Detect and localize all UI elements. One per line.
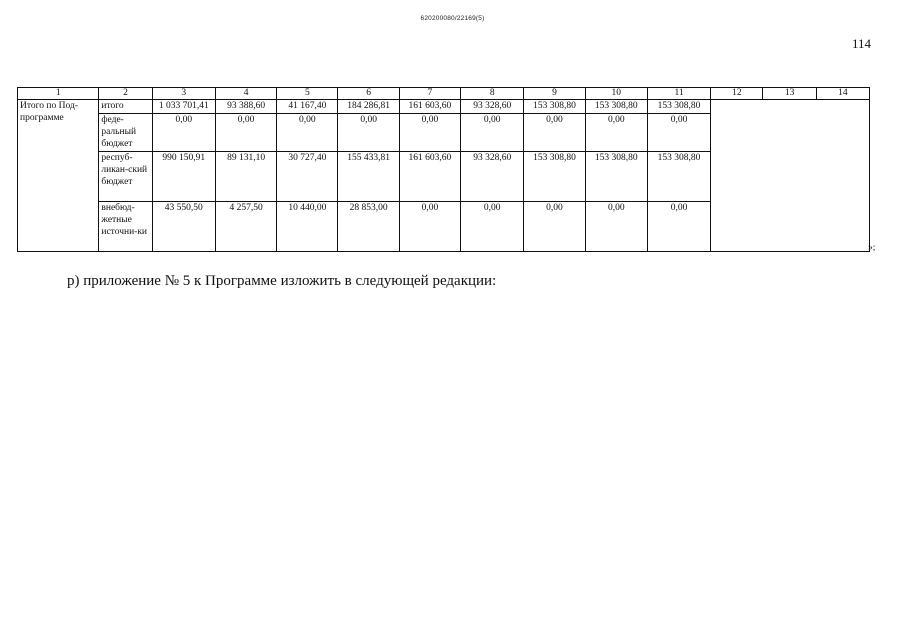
category-cell: респуб-ликан-ский бюджет [99, 152, 152, 202]
column-header: 14 [816, 88, 869, 100]
value-cell: 30 727,40 [277, 152, 338, 202]
page-number: 114 [852, 36, 872, 51]
value-cell: 153 308,80 [585, 152, 647, 202]
value-cell: 0,00 [647, 114, 710, 152]
column-header: 2 [99, 88, 152, 100]
value-cell: 153 308,80 [585, 100, 647, 114]
value-cell: 1 033 701,41 [152, 100, 215, 114]
value-cell: 161 603,60 [399, 100, 460, 114]
closing-quote-mark: »; [868, 243, 876, 253]
value-cell: 153 308,80 [524, 152, 585, 202]
column-header: 9 [524, 88, 585, 100]
column-header: 4 [215, 88, 276, 100]
value-cell: 0,00 [399, 202, 460, 252]
value-cell: 0,00 [152, 114, 215, 152]
instruction-paragraph: р) приложение № 5 к Программе изложить в следующей редакции: [67, 273, 497, 289]
column-header: 13 [763, 88, 816, 100]
column-header: 6 [338, 88, 399, 100]
value-cell: 0,00 [277, 114, 338, 152]
table-row [18, 100, 870, 114]
value-cell: 153 308,80 [647, 152, 710, 202]
category-cell: внебюд-жетные источни-ки [99, 202, 152, 252]
value-cell: 93 328,60 [461, 152, 524, 202]
column-header: 10 [585, 88, 647, 100]
column-header: 3 [152, 88, 215, 100]
value-cell: 28 853,00 [338, 202, 399, 252]
value-cell: 93 388,60 [215, 100, 276, 114]
value-cell: 0,00 [399, 114, 460, 152]
value-cell: 153 308,80 [524, 100, 585, 114]
empty-cells-12-14 [711, 100, 870, 252]
value-cell: 0,00 [338, 114, 399, 152]
value-cell: 0,00 [215, 114, 276, 152]
value-cell: 41 167,40 [277, 100, 338, 114]
value-cell: 161 603,60 [399, 152, 460, 202]
row-label-subprogram-total: Итого по Под-программе [18, 100, 99, 252]
document-id: 620200080/22169(5) [420, 15, 485, 22]
value-cell: 0,00 [585, 114, 647, 152]
value-cell: 89 131,10 [215, 152, 276, 202]
column-header: 11 [647, 88, 710, 100]
value-cell: 4 257,50 [215, 202, 276, 252]
table-header-row [18, 88, 870, 100]
column-header: 8 [461, 88, 524, 100]
value-cell: 153 308,80 [647, 100, 710, 114]
value-cell: 0,00 [647, 202, 710, 252]
value-cell: 184 286,81 [338, 100, 399, 114]
budget-table [17, 87, 870, 252]
column-header: 12 [711, 88, 763, 100]
value-cell: 0,00 [461, 202, 524, 252]
value-cell: 93 328,60 [461, 100, 524, 114]
value-cell: 155 433,81 [338, 152, 399, 202]
column-header: 1 [18, 88, 99, 100]
value-cell: 990 150,91 [152, 152, 215, 202]
value-cell: 0,00 [524, 114, 585, 152]
value-cell: 0,00 [461, 114, 524, 152]
value-cell: 0,00 [585, 202, 647, 252]
value-cell: 43 550,50 [152, 202, 215, 252]
value-cell: 10 440,00 [277, 202, 338, 252]
column-header: 7 [399, 88, 460, 100]
category-cell: феде-ральный бюджет [99, 114, 152, 152]
column-header: 5 [277, 88, 338, 100]
value-cell: 0,00 [524, 202, 585, 252]
category-cell: итого [99, 100, 152, 114]
